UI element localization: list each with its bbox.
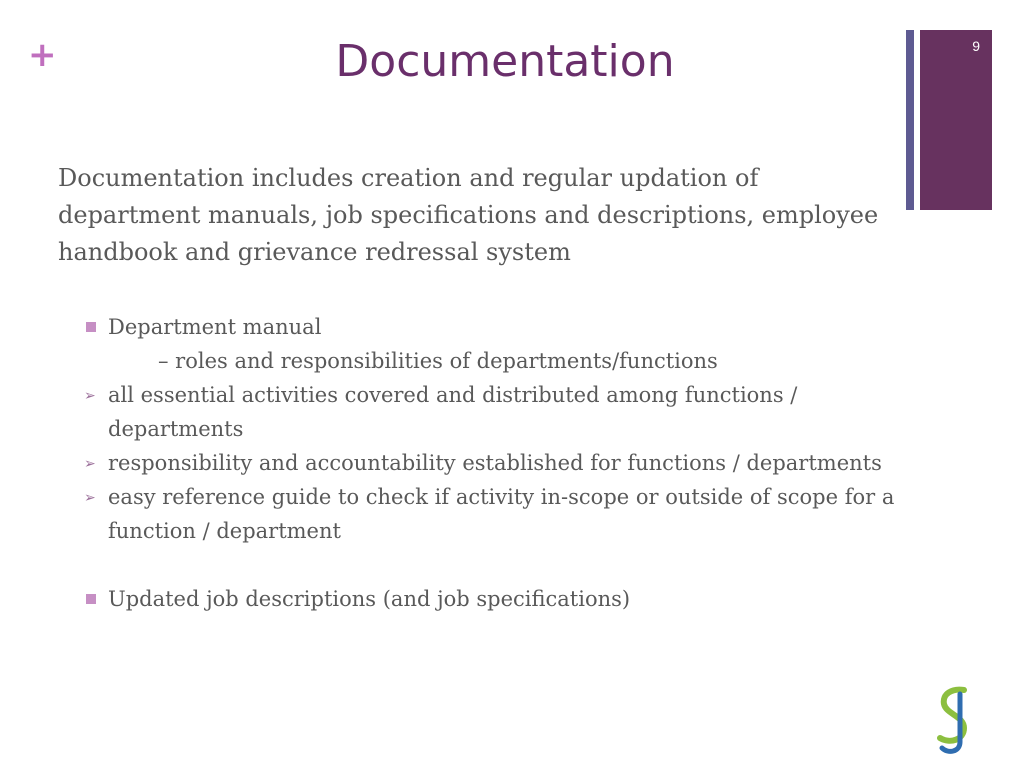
arrowhead-bullet-icon: ➢ (84, 456, 96, 472)
page-number: 9 (972, 38, 980, 54)
list-item-job-descriptions (82, 582, 902, 616)
list-item-reference-guide (82, 480, 902, 548)
accent-bar-thin (906, 30, 914, 210)
accent-bar-wide (920, 30, 992, 210)
plus-icon: + (28, 35, 57, 75)
list-item-text: easy reference guide to check if activity in-scope or outside of scope for a function / department (108, 485, 895, 543)
list-item-text: responsibility and accountability established for functions / departments (108, 451, 882, 475)
list-item-text: Department manual (108, 315, 322, 339)
arrowhead-bullet-icon: ➢ (84, 388, 96, 404)
list-item-text: – roles and responsibilities of departments/functions (158, 349, 718, 373)
slide-title: Documentation (335, 36, 675, 87)
list-item-roles (82, 344, 902, 378)
intro-paragraph: Documentation includes creation and regular updation of department manuals, job specifications and descriptions, employee handbook and grievance redressal system (58, 164, 879, 266)
list-item-text: Updated job descriptions (and job specifications) (108, 587, 631, 611)
list-item-responsibility (82, 446, 902, 480)
list-item-activities (82, 378, 902, 446)
list-item-department-manual (82, 310, 902, 344)
list-item-text: all essential activities covered and distributed among functions / departments (108, 383, 798, 441)
arrowhead-bullet-icon: ➢ (84, 490, 96, 506)
bullet-list (82, 310, 902, 616)
spacer (82, 548, 902, 582)
sj-logo (934, 686, 978, 756)
